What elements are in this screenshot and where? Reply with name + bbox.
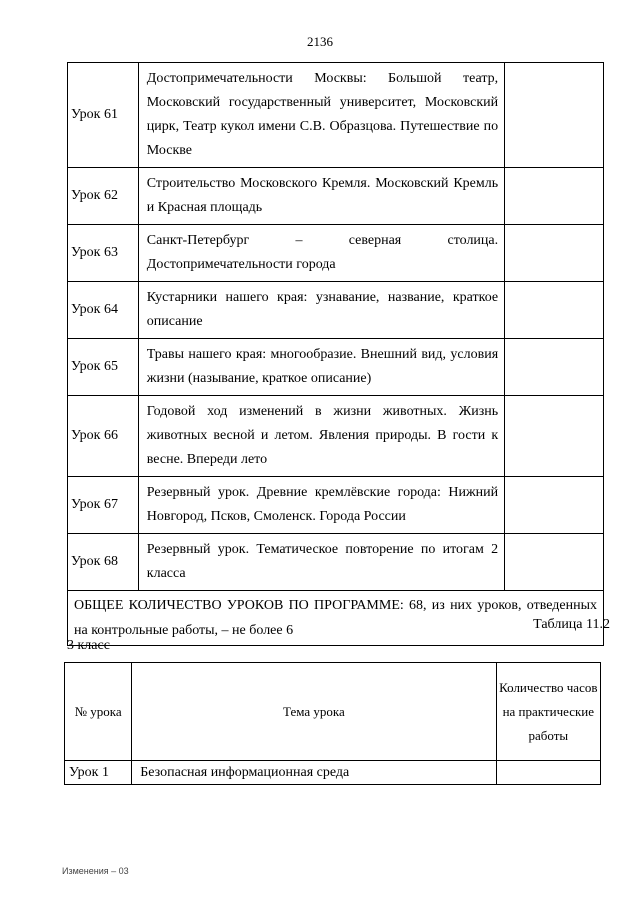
table-row bbox=[65, 761, 601, 785]
lesson-topic: Резервный урок. Древние кремлёвские города: Нижний Новгород, Псков, Смоленск. Города России bbox=[138, 477, 504, 534]
practical-hours bbox=[505, 477, 604, 534]
lessons-table-grade-2 bbox=[67, 62, 604, 646]
lesson-topic: Достопримечательности Москвы: Большой театр, Московский государственный университет, Московский цирк, Театр кукол имени С.В. Образцова. Путешествие по Москве bbox=[138, 63, 504, 168]
lesson-number: Урок 64 bbox=[68, 282, 139, 339]
practical-hours bbox=[505, 396, 604, 477]
practical-hours bbox=[505, 339, 604, 396]
table-row bbox=[68, 63, 604, 168]
header-practical-hours: Количество часов на практические работы bbox=[496, 663, 600, 761]
practical-hours bbox=[505, 225, 604, 282]
lesson-number: Урок 62 bbox=[68, 168, 139, 225]
table-caption: Таблица 11.2 bbox=[533, 617, 610, 632]
lesson-topic: Годовой ход изменений в жизни животных. Жизнь животных весной и летом. Явления природы. В гости к весне. Впереди лето bbox=[138, 396, 504, 477]
page-number: 2136 bbox=[307, 34, 333, 49]
practical-hours bbox=[505, 534, 604, 591]
lesson-number: Урок 63 bbox=[68, 225, 139, 282]
total-row bbox=[68, 591, 604, 646]
table-row bbox=[68, 477, 604, 534]
lesson-number: Урок 61 bbox=[68, 63, 139, 168]
lesson-number: Урок 68 bbox=[68, 534, 139, 591]
table-row bbox=[68, 396, 604, 477]
footer-revision-note: Изменения – 03 bbox=[62, 866, 129, 876]
practical-hours bbox=[505, 282, 604, 339]
grade-label: 3 класс bbox=[67, 638, 110, 653]
lesson-number: Урок 1 bbox=[65, 761, 132, 785]
lesson-topic: Травы нашего края: многообразие. Внешний вид, условия жизни (называние, краткое описание) bbox=[138, 339, 504, 396]
total-lessons-note: ОБЩЕЕ КОЛИЧЕСТВО УРОКОВ ПО ПРОГРАММЕ: 68, из них уроков, отведенных на контрольные работы, – не более 6 bbox=[68, 591, 604, 646]
lessons-table-grade-3 bbox=[64, 662, 601, 785]
practical-hours bbox=[505, 168, 604, 225]
lesson-topic: Строительство Московского Кремля. Московский Кремль и Красная площадь bbox=[138, 168, 504, 225]
table-row bbox=[68, 225, 604, 282]
table-row bbox=[68, 534, 604, 591]
lesson-number: Урок 67 bbox=[68, 477, 139, 534]
table-row bbox=[68, 168, 604, 225]
table-header-row bbox=[65, 663, 601, 761]
lesson-topic: Санкт-Петербург – северная столица. Достопримечательности города bbox=[138, 225, 504, 282]
lesson-topic: Безопасная информационная среда bbox=[132, 761, 496, 785]
header-lesson-number: № урока bbox=[65, 663, 132, 761]
practical-hours bbox=[496, 761, 600, 785]
table-row bbox=[68, 339, 604, 396]
header-lesson-topic: Тема урока bbox=[132, 663, 496, 761]
lesson-topic: Резервный урок. Тематическое повторение по итогам 2 класса bbox=[138, 534, 504, 591]
table-row bbox=[68, 282, 604, 339]
lesson-topic: Кустарники нашего края: узнавание, название, краткое описание bbox=[138, 282, 504, 339]
practical-hours bbox=[505, 63, 604, 168]
lesson-number: Урок 65 bbox=[68, 339, 139, 396]
lesson-number: Урок 66 bbox=[68, 396, 139, 477]
